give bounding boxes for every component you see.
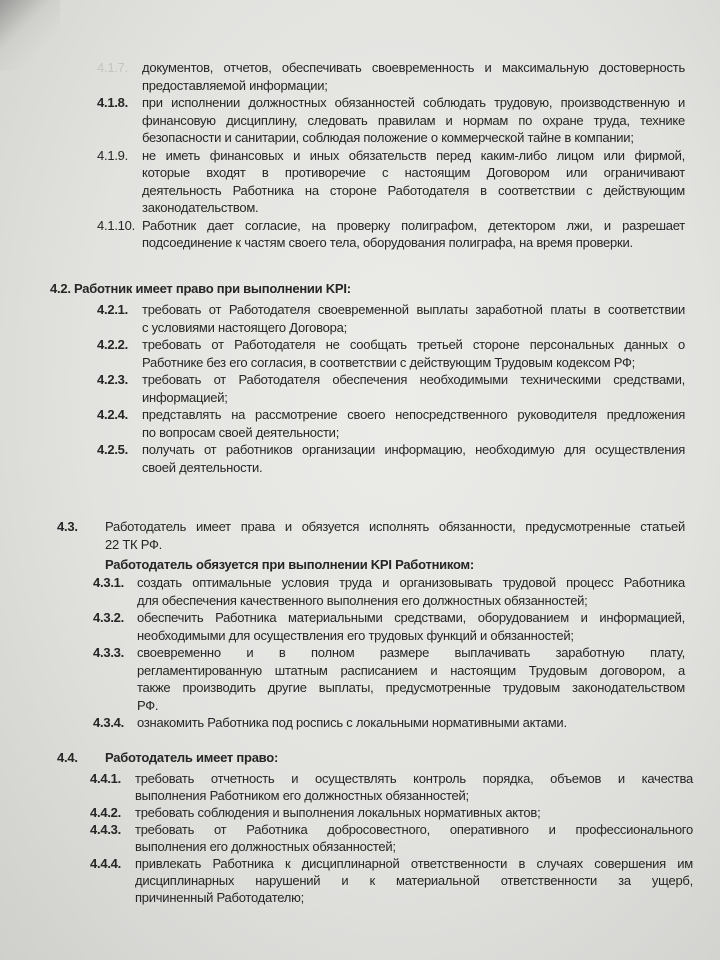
text-line: подсоединение к частям своего тела, оборудования полиграфа, на время проверки. xyxy=(142,235,633,250)
item-number: 4.1.10. xyxy=(97,217,136,233)
section-4-3-subheading: Работодатель обязуется при выполнении KPI Работником: xyxy=(105,557,474,572)
text-line: по вопросам своей деятельности; xyxy=(142,424,340,440)
list-item xyxy=(90,804,693,821)
item-number: 4.4.1. xyxy=(90,771,122,786)
section-4-3-list xyxy=(93,574,685,732)
text-line: обеспечить Работника материальными средствами, оборудованием и информацией, xyxy=(137,610,685,625)
list-item xyxy=(93,609,685,644)
list-item xyxy=(97,371,685,406)
list-item xyxy=(90,770,693,804)
list-item xyxy=(97,441,685,476)
list-item xyxy=(97,147,685,217)
item-number: 4.2.4. xyxy=(97,407,129,422)
text-line: безопасности и санитарии, соблюдая положение о коммерческой тайне в компании; xyxy=(142,130,634,145)
text-line: Работодатель имеет права и обязуется исполнять обязанности, предусмотренные статьей xyxy=(105,519,685,534)
text-line: требовать отчетность и осуществлять контроль порядка, объемов и качества xyxy=(135,771,693,786)
text-line: ознакомить Работника под роспись с локальными нормативными актами. xyxy=(137,715,567,730)
list-item xyxy=(90,855,693,906)
list-item xyxy=(97,217,685,252)
item-number: 4.3.3. xyxy=(93,645,125,660)
page-corner-shadow xyxy=(0,0,60,70)
item-number: 4.4.2. xyxy=(90,805,122,820)
text-line: требовать от Работодателя своевременной выплаты заработной платы в соответствии xyxy=(142,302,685,317)
text-line: информацией; xyxy=(142,389,228,405)
text-line: необходимыми для осуществления его трудовых функций и обязанностей; xyxy=(137,627,574,643)
list-item xyxy=(97,406,685,441)
item-number: 4.1.9. xyxy=(97,147,129,163)
text-line: своевременно и в полном размере выплачивать заработную плату, xyxy=(137,645,685,660)
item-number: 4.3.4. xyxy=(93,715,125,730)
list-item xyxy=(93,714,685,732)
section-4-4-number: 4.4. xyxy=(57,750,78,765)
text-line: не иметь финансовых и иных обязательств перед каким-либо лицом или фирмой, xyxy=(142,147,685,163)
text-line: требовать от Работодателя не сообщать третьей стороне персональных данных о xyxy=(142,337,685,352)
text-line: документов, отчетов, обеспечивать своевременность и максимальную достоверность xyxy=(142,60,685,75)
text-line: требовать от Работодателя обеспечения необходимыми техническими средствами, xyxy=(142,372,685,387)
list-item xyxy=(97,336,685,371)
text-line: дисциплинарных нарушений и к материальной ответственности за ущерб, xyxy=(135,873,693,888)
item-number: 4.2.5. xyxy=(97,442,129,457)
section-4-4-heading: Работодатель имеет право: xyxy=(105,750,279,765)
text-line: получать от работников организации информацию, необходимую для осуществления xyxy=(142,442,685,457)
text-line: предоставляемой информации; xyxy=(142,77,328,93)
text-line: представлять на рассмотрение своего непосредственного руководителя предложения xyxy=(142,407,685,422)
list-item xyxy=(97,94,685,147)
list-item xyxy=(97,59,685,94)
text-line: выполнения Работником его должностных обязанностей; xyxy=(135,788,469,803)
text-line: РФ. xyxy=(137,697,159,713)
item-number: 4.3. xyxy=(57,519,78,534)
text-line: 22 ТК РФ. xyxy=(105,536,162,552)
text-line: деятельность Работника на стороне Работодателя в соответствии с действующим xyxy=(142,182,685,198)
item-number: 4.4.3. xyxy=(90,822,122,837)
text-line: при исполнении должностных обязанностей соблюдать трудовую, производственную и xyxy=(142,95,685,110)
text-line: создать оптимальные условия труда и организовывать трудовой процесс Работника xyxy=(137,575,685,590)
text-line: финансовую дисциплину, следовать правилам и нормам по охране труда, технике xyxy=(142,112,685,128)
item-number: 4.3.2. xyxy=(93,610,125,625)
section-4-4-list xyxy=(90,770,693,906)
text-line: Работник дает согласие, на проверку полиграфом, детектором лжи, и разрешает xyxy=(142,217,685,233)
text-line: для обеспечения качественного выполнения его должностных обязанностей; xyxy=(137,592,588,608)
list-item xyxy=(93,644,685,714)
text-line: выполнения его должностных обязанностей; xyxy=(135,839,396,854)
text-line: привлекать Работника к дисциплинарной ответственности в случаях совершения им xyxy=(135,856,693,871)
section-4-2-list xyxy=(97,301,685,476)
item-number: 4.4.4. xyxy=(90,856,122,871)
list-item xyxy=(97,301,685,336)
text-line: которые входят в противоречие с настоящим Договором или ограничивают xyxy=(142,165,685,180)
text-line: с условиями настоящего Договора; xyxy=(142,319,347,335)
text-line: требовать соблюдения и выполнения локальных нормативных актов; xyxy=(135,805,541,820)
item-number: 4.2.1. xyxy=(97,302,129,317)
text-line: Работнике без его согласия, в соответствии с действующим Трудовым кодексом РФ; xyxy=(142,354,635,370)
item-number: 4.1.8. xyxy=(97,95,129,110)
list-item xyxy=(93,574,685,609)
text-line: законодательством. xyxy=(142,200,259,215)
text-line: регламентированную штатным расписанием и настоящим Трудовым договором, а xyxy=(137,662,685,678)
item-number: 4.1.7. xyxy=(97,60,129,75)
text-line: требовать от Работника добросовестного, оперативного и профессионального xyxy=(135,822,693,837)
text-line: также производить другие выплаты, предусмотренные трудовым законодательством xyxy=(137,680,685,695)
text-line: своей деятельности. xyxy=(142,459,263,475)
item-number: 4.2.2. xyxy=(97,337,129,352)
item-number: 4.2.3. xyxy=(97,372,129,387)
list-item xyxy=(90,821,693,855)
section-4-3-intro xyxy=(57,518,685,553)
section-4-1-list xyxy=(97,59,685,252)
text-line: причиненный Работодателю; xyxy=(135,890,304,905)
item-number: 4.3.1. xyxy=(93,575,125,590)
section-4-2-heading: 4.2. Работник имеет право при выполнении KPI: xyxy=(50,281,351,296)
